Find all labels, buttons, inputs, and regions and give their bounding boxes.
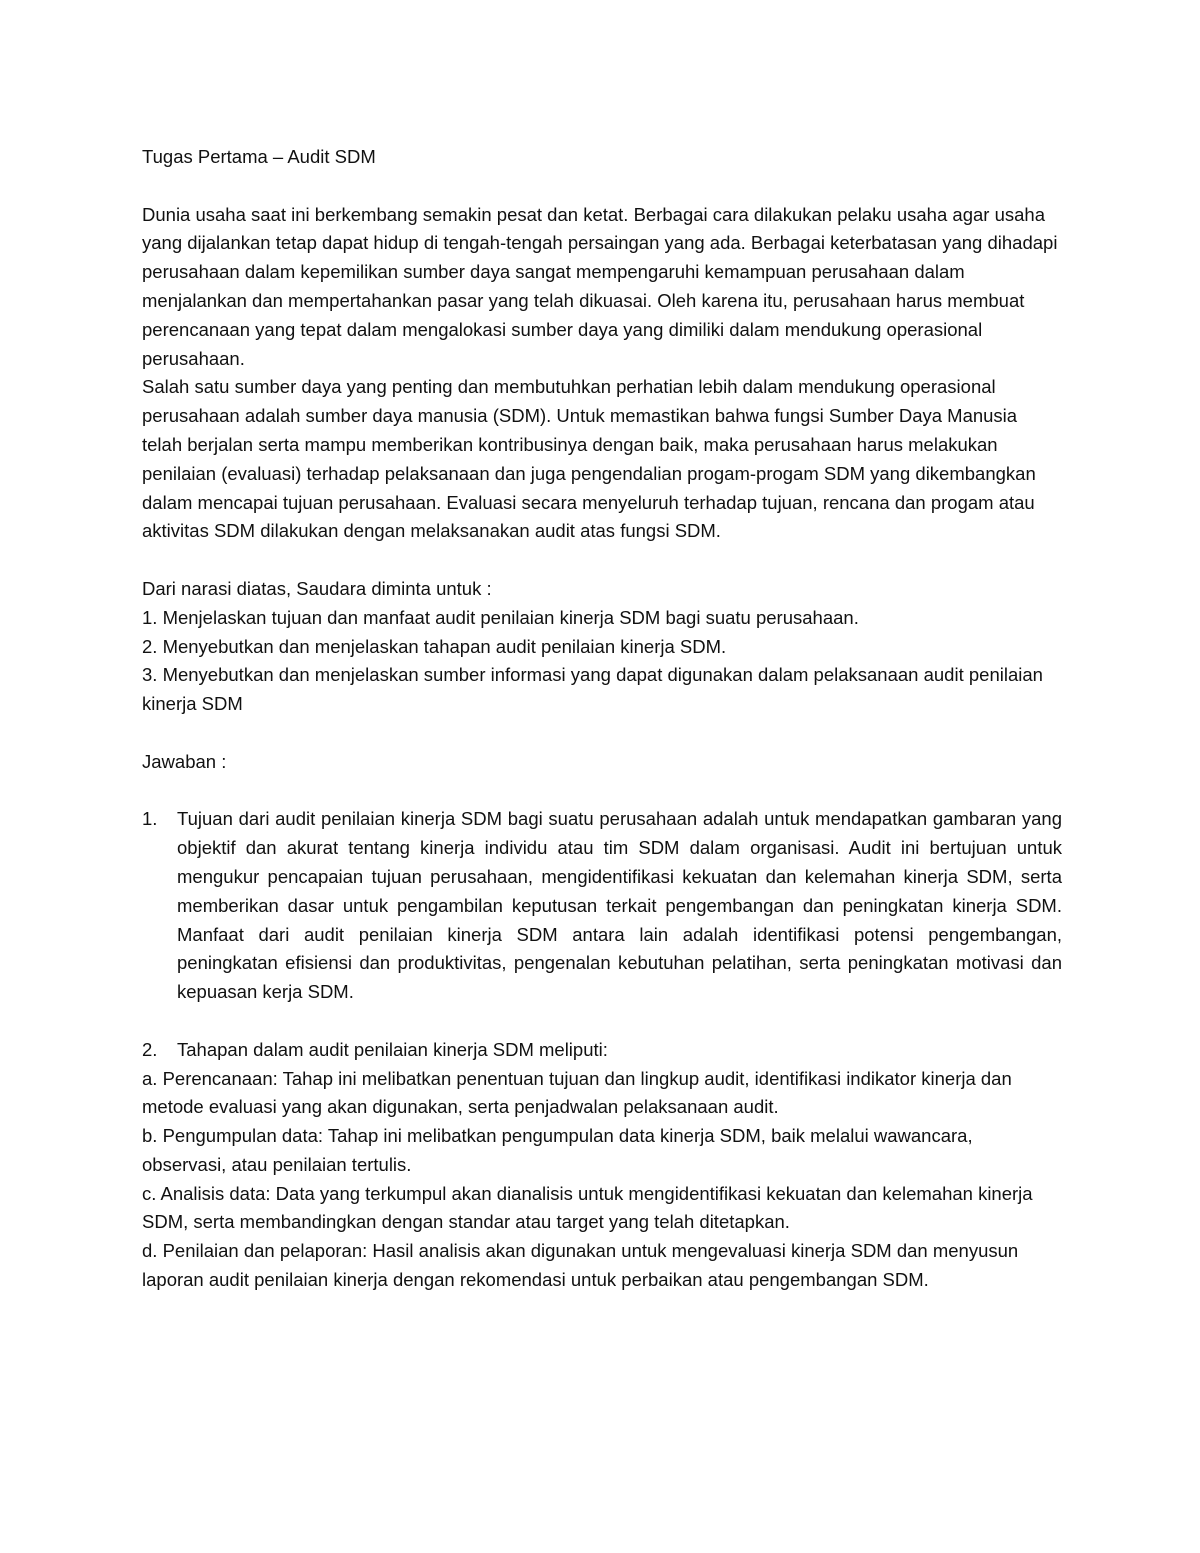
- task-item-2: 2. Menyebutkan dan menjelaskan tahapan audit penilaian kinerja SDM.: [142, 635, 727, 657]
- document-title: Tugas Pertama – Audit SDM: [142, 146, 376, 167]
- answer-label: Jawaban :: [142, 750, 227, 772]
- answer-1-text: Tujuan dari audit penilaian kinerja SDM bagi suatu perusahaan adalah untuk mendapatkan gambaran yang objektif dan akurat tentang kinerja individu atau tim SDM dalam organisasi. Audit ini bertujuan untuk mengukur pencapaian tujuan perusahaan, mengidentifikasi kekuatan dan kelemahan kinerja SDM, serta memberikan dasar untuk pengambilan keputusan terkait pengembangan dan peningkatan kinerja SDM. Manfaat dari audit penilaian kinerja SDM antara lain adalah identifikasi potensi pengembangan, peningkatan efisiensi dan produktivitas, pengenalan kebutuhan pelatihan, serta peningkatan motivasi dan kepuasan kerja SDM.: [177, 808, 1062, 1003]
- intro-paragraph-1: Dunia usaha saat ini berkembang semakin pesat dan ketat. Berbagai cara dilakukan pelaku usaha agar usaha yang dijalankan tetap dapat hidup di tengah-tengah persaingan yang ada. Berbagai keterbatasan yang dihadapi perusahaan dalam kepemilikan sumber daya sangat mempengaruhi kemampuan perusahaan dalam menjalankan dan mempertahankan pasar yang telah dikuasai. Oleh karena itu, perusahaan harus membuat perencanaan yang tepat dalam mengalokasi sumber daya yang dimiliki dalam mendukung operasional perusahaan.: [142, 203, 1058, 369]
- answer-2-heading: Tahapan dalam audit penilaian kinerja SDM meliputi:: [177, 1038, 608, 1060]
- answer-2-step-d: d. Penilaian dan pelaporan: Hasil analisis akan digunakan untuk mengevaluasi kinerja SDM dan menyusun laporan audit penilaian kinerja dengan rekomendasi untuk perbaikan atau pengembangan SDM.: [142, 1240, 1019, 1291]
- task-intro: Dari narasi diatas, Saudara diminta untuk :: [142, 577, 492, 599]
- intro-paragraph-2: Salah satu sumber daya yang penting dan membutuhkan perhatian lebih dalam mendukung operasional perusahaan adalah sumber daya manusia (SDM). Untuk memastikan bahwa fungsi Sumber Daya Manusia telah berjalan serta mampu memberikan kontribusinya dengan baik, maka perusahaan harus melakukan penilaian (evaluasi) terhadap pelaksanaan dan juga pengendalian progam-progam SDM yang dikembangkan dalam mencapai tujuan perusahaan. Evaluasi secara menyeluruh terhadap tujuan, rencana dan progam atau aktivitas SDM dilakukan dengan melaksanakan audit atas fungsi SDM.: [142, 376, 1036, 542]
- answer-2-step-b: b. Pengumpulan data: Tahap ini melibatkan pengumpulan data kinerja SDM, baik melalui wawancara, observasi, atau penilaian tertulis.: [142, 1125, 973, 1175]
- task-item-3: 3. Menyebutkan dan menjelaskan sumber informasi yang dapat digunakan dalam pelaksanaan audit penilaian kinerja SDM: [142, 664, 1043, 715]
- answer-1-number: 1.: [142, 808, 158, 830]
- task-item-1: 1. Menjelaskan tujuan dan manfaat audit penilaian kinerja SDM bagi suatu perusahaan.: [142, 606, 859, 628]
- answer-2-step-a: a. Perencanaan: Tahap ini melibatkan penentuan tujuan dan lingkup audit, identifikasi indikator kinerja dan metode evaluasi yang akan digunakan, serta penjadwalan pelaksanaan audit.: [142, 1067, 1012, 1118]
- document-body: [142, 143, 1062, 1295]
- answer-2-number: 2.: [142, 1038, 158, 1060]
- answer-2-step-c: c. Analisis data: Data yang terkumpul akan dianalisis untuk mengidentifikasi kekuatan dan kelemahan kinerja SDM, serta membandingkan dengan standar atau target yang telah ditetapkan.: [142, 1182, 1033, 1233]
- answer-1: [142, 805, 1062, 1007]
- answer-2-heading-row: [142, 1036, 1062, 1065]
